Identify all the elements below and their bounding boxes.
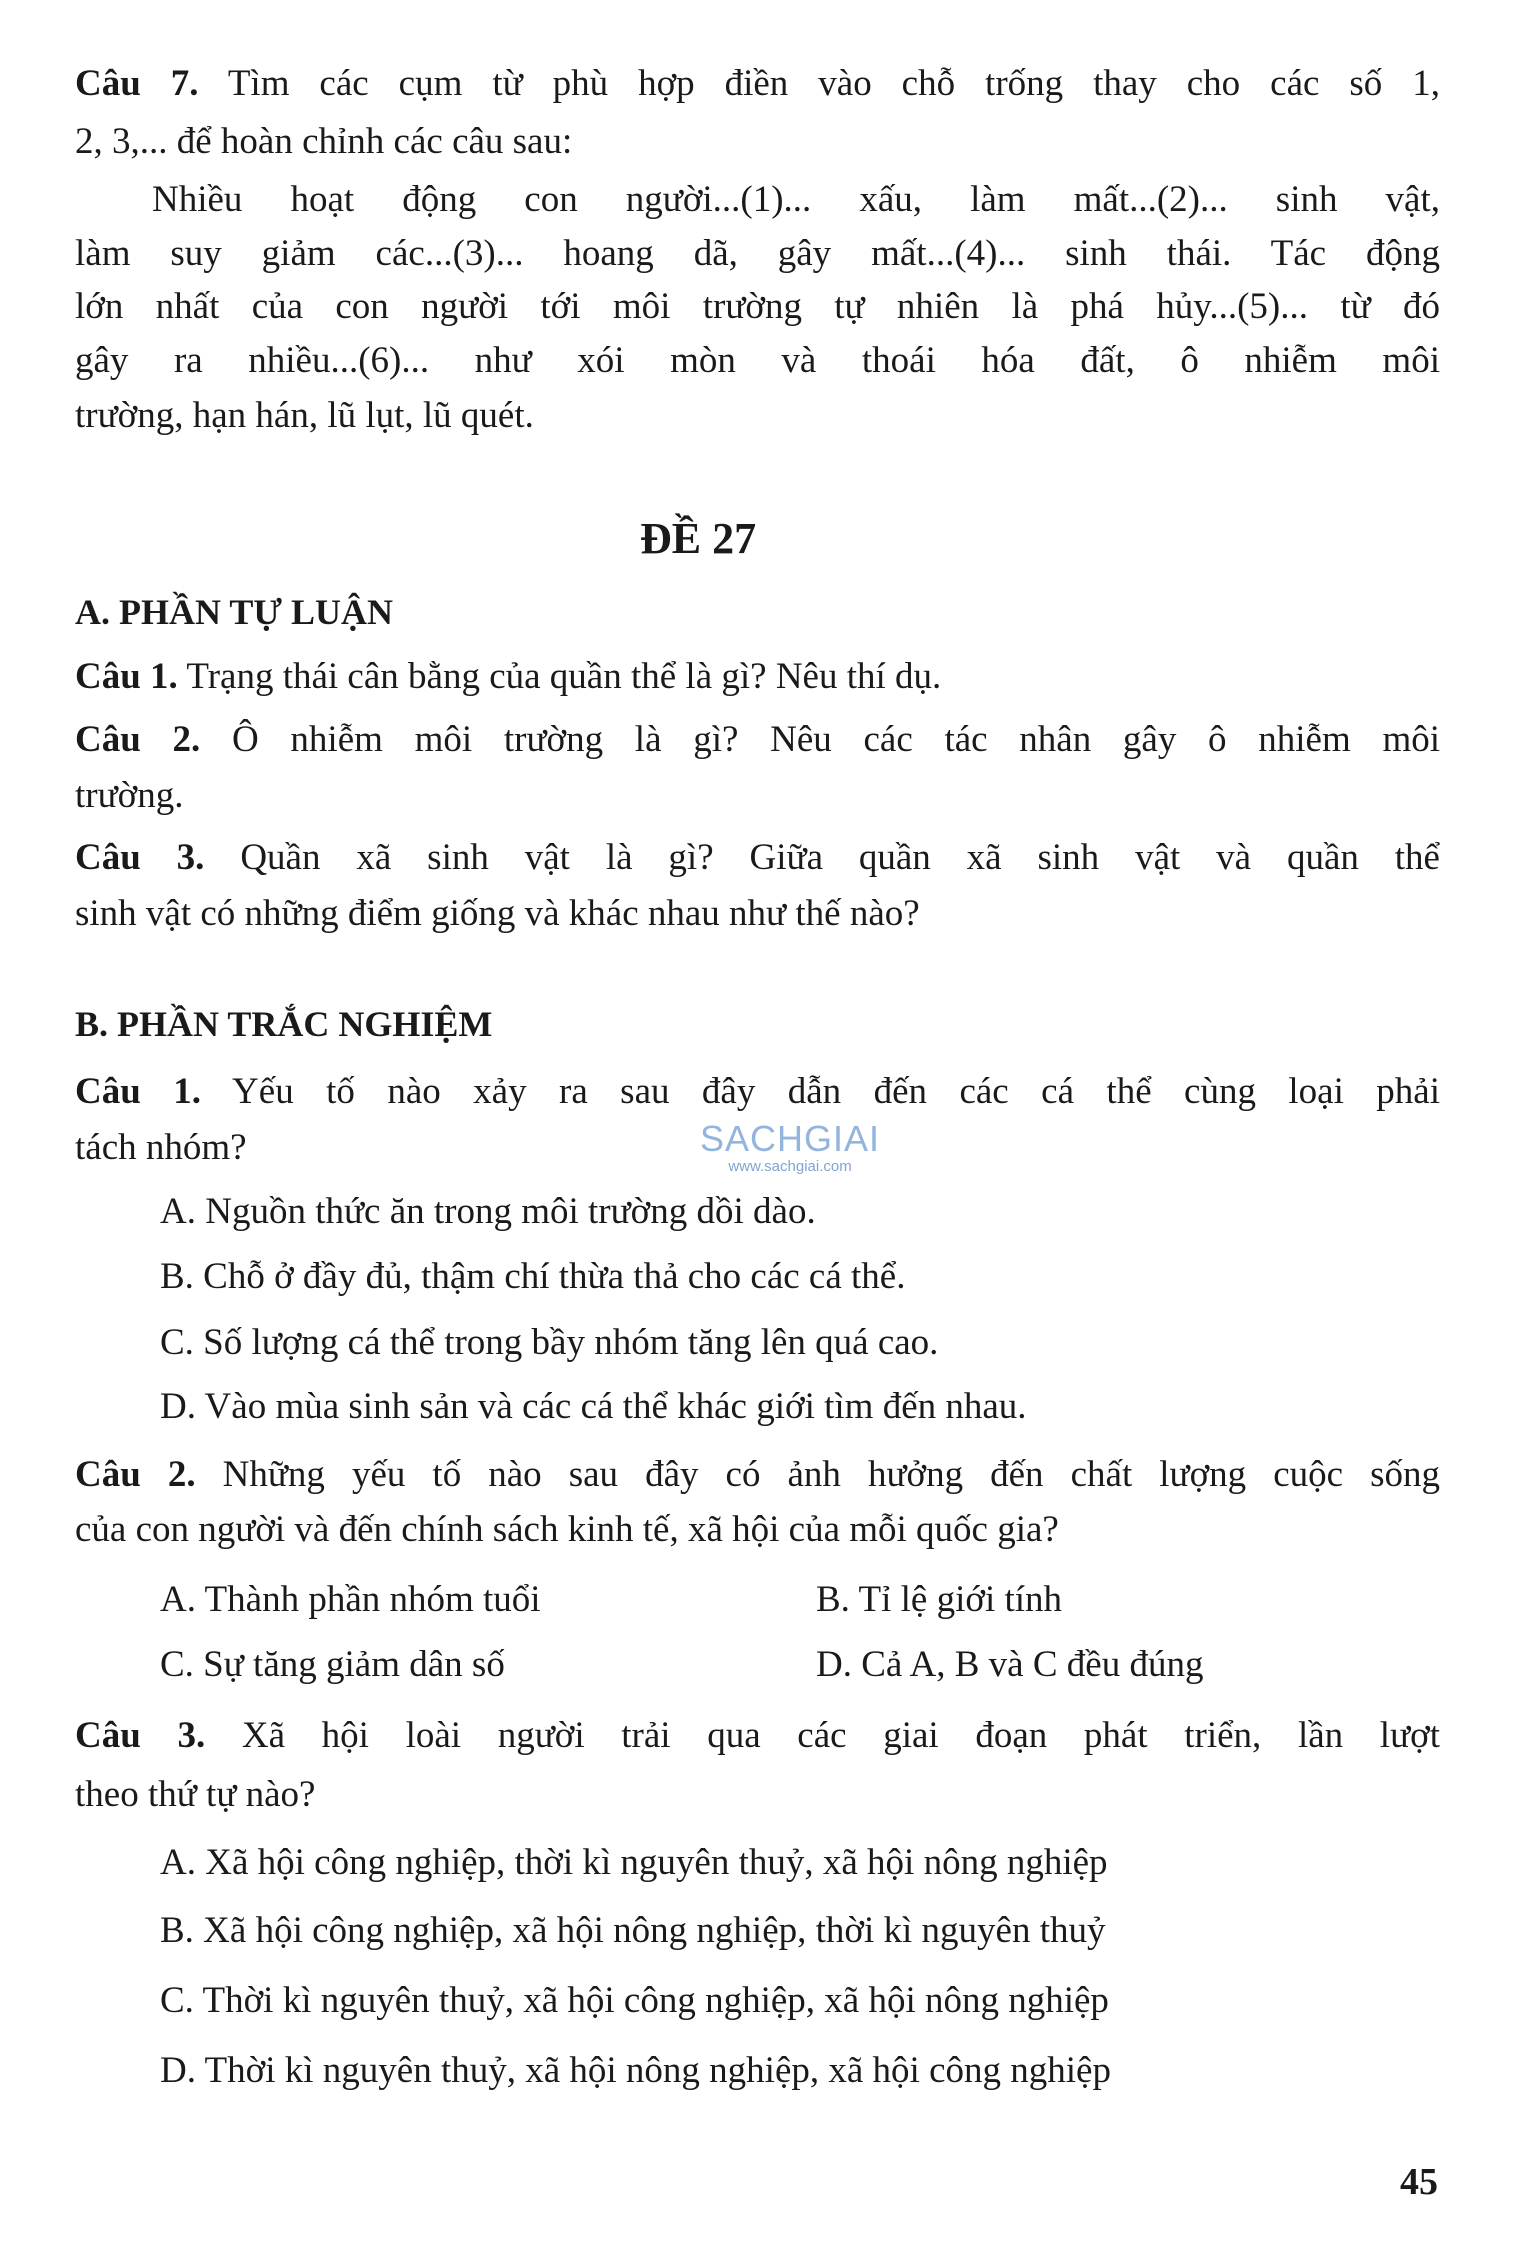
part-b-q1-cont: tách nhóm?	[75, 1127, 247, 1168]
answer-option-a: A. Nguồn thức ăn trong môi trường dồi dào.	[160, 1191, 816, 1232]
answer-option-b: B. Xã hội công nghiệp, xã hội nông nghiệp, thời kì nguyên thuỷ	[160, 1910, 1106, 1951]
question-text: Quần xã sinh vật là gì? Giữa quần xã sinh vật và quần thể	[240, 837, 1440, 878]
part-b-q2-cont: của con người và đến chính sách kinh tế, xã hội của mỗi quốc gia?	[75, 1509, 1059, 1550]
answer-option-c: C. Thời kì nguyên thuỷ, xã hội công nghiệp, xã hội nông nghiệp	[160, 1980, 1109, 2021]
question-text: Xã hội loài người trải qua các giai đoạn phát triển, lần lượt	[241, 1715, 1440, 1756]
answer-option-c: C. Sự tăng giảm dân số	[160, 1644, 505, 1685]
paragraph-line: trường, hạn hán, lũ lụt, lũ quét.	[75, 395, 534, 436]
part-b-q1	[75, 1070, 1440, 1114]
paragraph-line: Nhiều hoạt động con người...(1)... xấu, làm mất...(2)... sinh vật,	[152, 179, 1440, 220]
part-b-q2	[75, 1453, 1440, 1497]
part-b-q3-cont: theo thứ tự nào?	[75, 1774, 316, 1815]
question-label: Câu 1.	[75, 1071, 201, 1112]
answer-option-b: B. Chỗ ở đầy đủ, thậm chí thừa thả cho các cá thể.	[160, 1256, 906, 1297]
answer-option-d: D. Thời kì nguyên thuỷ, xã hội nông nghiệp, xã hội công nghiệp	[160, 2050, 1111, 2091]
page-number: 45	[1400, 2161, 1438, 2203]
question-text: Những yếu tố nào sau đây có ảnh hưởng đến chất lượng cuộc sống	[222, 1454, 1440, 1495]
answer-option-d: D. Cả A, B và C đều đúng	[816, 1644, 1204, 1685]
question-text: Trạng thái cân bằng của quần thể là gì? Nêu thí dụ.	[186, 656, 942, 697]
watermark-brand: SACHGIAI	[700, 1118, 881, 1159]
part-a-q3-cont: sinh vật có những điểm giống và khác nhau như thế nào?	[75, 893, 920, 934]
answer-option-d: D. Vào mùa sinh sản và các cá thể khác giới tìm đến nhau.	[160, 1386, 1027, 1427]
part-a-heading: A. PHẦN TỰ LUẬN	[75, 592, 394, 632]
part-b-heading: B. PHẦN TRẮC NGHIỆM	[75, 1004, 493, 1044]
question-7-line-2: 2, 3,... để hoàn chỉnh các câu sau:	[75, 121, 573, 162]
answer-option-a: A. Thành phần nhóm tuổi	[160, 1579, 541, 1620]
part-b-q3	[75, 1714, 1440, 1758]
watermark-url: www.sachgiai.com	[728, 1158, 852, 1175]
exam-title: ĐỀ 27	[640, 514, 757, 563]
question-7-line-1	[75, 62, 1440, 106]
answer-option-b: B. Tỉ lệ giới tính	[816, 1579, 1063, 1620]
paragraph-line: lớn nhất của con người tới môi trường tự nhiên là phá hủy...(5)... từ đó	[75, 286, 1440, 327]
question-label: Câu 2.	[75, 719, 201, 760]
question-text: Ô nhiễm môi trường là gì? Nêu các tác nhân gây ô nhiễm môi	[231, 719, 1440, 760]
part-a-q1	[75, 655, 941, 699]
question-text: Yếu tố nào xảy ra sau đây dẫn đến các cá thể cùng loại phải	[232, 1071, 1440, 1112]
question-label: Câu 1.	[75, 656, 178, 697]
question-label: Câu 3.	[75, 1715, 206, 1756]
answer-option-a: A. Xã hội công nghiệp, thời kì nguyên thuỷ, xã hội nông nghiệp	[160, 1842, 1108, 1883]
paragraph-line: gây ra nhiều...(6)... như xói mòn và thoái hóa đất, ô nhiễm môi	[75, 340, 1440, 381]
question-label: Câu 3.	[75, 837, 205, 878]
part-a-q2-cont: trường.	[75, 775, 184, 816]
question-label: Câu 2.	[75, 1454, 196, 1495]
part-a-q3	[75, 836, 1440, 880]
answer-option-c: C. Số lượng cá thể trong bầy nhóm tăng lên quá cao.	[160, 1322, 939, 1363]
question-text: Tìm các cụm từ phù hợp điền vào chỗ trống thay cho các số 1,	[227, 63, 1440, 104]
part-a-q2	[75, 718, 1440, 762]
paragraph-line: làm suy giảm các...(3)... hoang dã, gây mất...(4)... sinh thái. Tác động	[75, 233, 1440, 274]
watermark-logo	[700, 1120, 880, 1176]
question-label: Câu 7.	[75, 63, 199, 104]
